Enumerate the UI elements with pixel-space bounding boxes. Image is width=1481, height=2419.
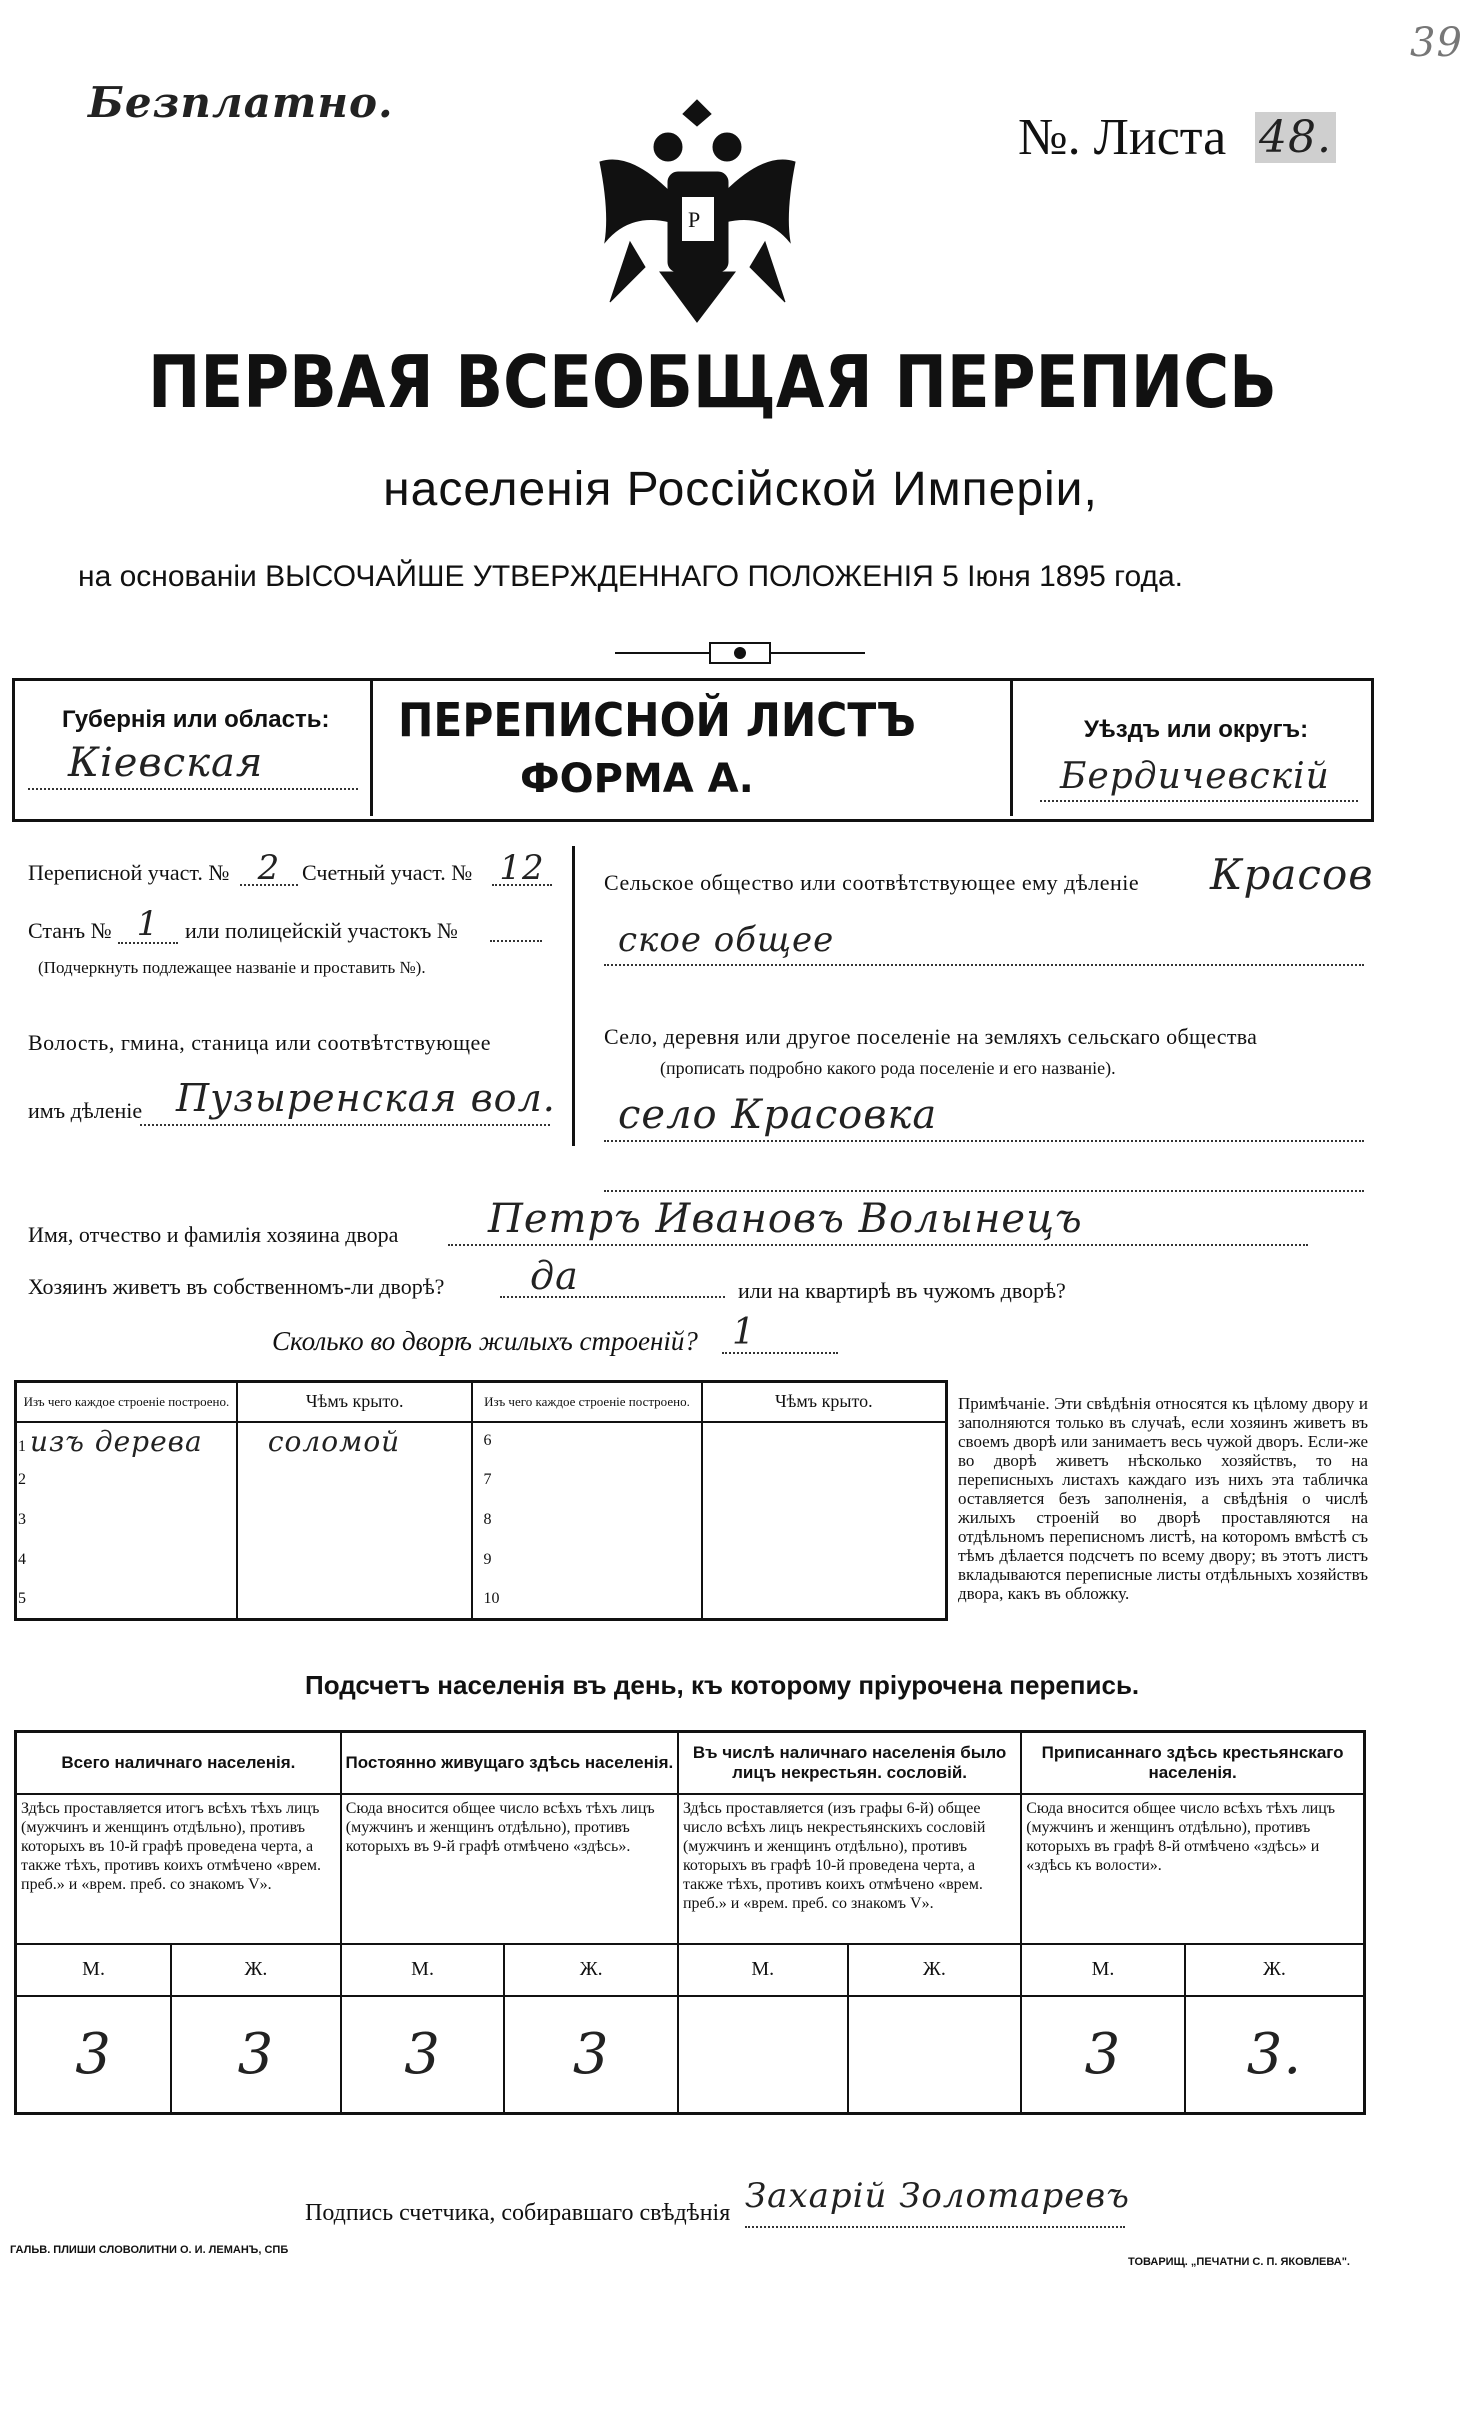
building-row: 1 изъ дерева <box>16 1422 237 1460</box>
building-row-4: 4 <box>16 1540 237 1580</box>
owner-lives-label: Хозяинъ живетъ въ собственномъ-ли дворѣ? <box>28 1274 445 1299</box>
col-roof-left: Чѣмъ крыто. <box>237 1382 473 1422</box>
owner-apartment-label: или на квартирѣ въ чужомъ дворѣ? <box>738 1278 1066 1303</box>
society-label: Сельское общество или соотвѣтствующее ему дѣленіе <box>604 870 1140 895</box>
male-header: М. <box>16 1944 172 1996</box>
male-header: М. <box>341 1944 505 1996</box>
imperial-eagle-emblem <box>590 92 805 332</box>
col-nonpeasant-desc: Здѣсь проставляется (изъ графы 6-й) общее число всѣхъ лицъ некрестьянскихъ сословій (мужчинъ и женщинъ отдѣльно), противъ которыхъ въ графѣ 10-й проведена черта, а также тѣхъ, противъ коихъ отмѣчено «врем. преб.» и «врем. преб. со знакомъ V». <box>678 1794 1021 1944</box>
stan-label: Станъ № <box>28 918 112 943</box>
building-row-7: 7 <box>472 1460 701 1500</box>
header-divider-right <box>1010 678 1013 816</box>
col-material-right: Изъ чего каждое строеніе построено. <box>472 1382 701 1422</box>
village-value: село Красовка <box>604 1092 1364 1142</box>
nonpeasant-female-value <box>848 1996 1022 2114</box>
col-nonpeasant-head: Въ числѣ наличнаго населенія было лицъ некрестьян. сословій. <box>678 1732 1021 1794</box>
building-row-2: 2 <box>16 1460 237 1500</box>
col-total-desc: Здѣсь проставляется итогъ всѣхъ тѣхъ лицъ (мужчинъ и женщинъ отдѣльно), противъ которыхъ въ 10-й графѣ проведена черта, а также тѣхъ, противъ коихъ отмѣчено «врем. преб.» и «врем. преб. со знакомъ V». <box>16 1794 341 1944</box>
col-roof-right: Чѣмъ крыто. <box>702 1382 947 1422</box>
society-value-1: Красов <box>1210 850 1374 899</box>
peasant-female-value: 3. <box>1185 1996 1365 2114</box>
total-male-value: 3 <box>16 1996 172 2114</box>
police-label: или полицейскій участокъ № <box>185 918 458 943</box>
footer-printer-right: ТОВАРИЩ. „ПЕЧАТНИ С. П. ЯКОВЛЕВА". <box>1128 2256 1350 2268</box>
village-label: Село, деревня или другое поселеніе на земляхъ сельскаго общества <box>604 1024 1258 1049</box>
gubernia-label: Губернія или область: <box>62 706 330 733</box>
sheet-number-value: 48. <box>1255 112 1336 163</box>
building-row-9: 9 <box>472 1540 701 1580</box>
note-paragraph: Примѣчаніе. Эти свѣдѣнія относятся къ цѣлому двору и заполняются только въ случаѣ, если хозяинъ живетъ въ своемъ дворѣ или занимаетъ весь чужой дворъ. Если-же во дворѣ живетъ нѣсколько хозяйствъ, то на переписныхъ листахъ каждаго изъ нихъ эта табличка оставляется безъ заполненія, а свѣдѣнія о числѣ жилыхъ строеній во дворѣ проставляются на отдѣльномъ переписномъ листѣ, на которомъ вмѣстѣ съ тѣмъ дѣлается подсчетъ по всему двору; въ этотъ листъ вкладываются переписные листы отдѣльныхъ хозяйствъ двора, какъ въ обложку. <box>958 1394 1368 1603</box>
building-row-6: 6 <box>472 1422 701 1460</box>
building-row-3: 3 <box>16 1500 237 1540</box>
form-sheet-subtitle: ФОРМА А. <box>520 756 754 802</box>
stan-value: 1 <box>118 904 178 944</box>
building-row-8: 8 <box>472 1500 701 1540</box>
count-section-label: Счетный участ. № <box>302 860 473 885</box>
col-total-head: Всего наличнаго населенія. <box>16 1732 341 1794</box>
uezd-value: Бердичевскій <box>1040 756 1358 802</box>
volost-value: Пузыренская вол. <box>140 1076 550 1126</box>
form-main-title: ПЕРВАЯ ВСЕОБЩАЯ ПЕРЕПИСЬ <box>148 340 1277 424</box>
footer-printer-left: ГАЛЬВ. ПЛИШИ СЛОВОЛИТНИ О. И. ЛЕМАНЪ, СПБ <box>10 2244 289 2256</box>
svg-text:Р: Р <box>688 207 701 232</box>
legal-basis-line: на основаніи ВЫСОЧАЙШЕ УТВЕРЖДЕННАГО ПОЛОЖЕНІЯ 5 Іюня 1895 года. <box>78 560 1184 593</box>
male-header: М. <box>1021 1944 1185 1996</box>
sheet-number-label: №. Листа <box>1018 109 1227 166</box>
owner-lives-value: да <box>500 1254 725 1298</box>
signature-value: Захарій Золотаревъ <box>745 2176 1125 2228</box>
header-divider-left <box>370 678 373 816</box>
building-row-10: 10 <box>472 1580 701 1620</box>
gubernia-value: Кіевская <box>28 740 358 790</box>
col-resident-head: Постоянно живущаго здѣсь населенія. <box>341 1732 678 1794</box>
volost-label-2: имъ дѣленіе <box>28 1098 143 1123</box>
free-label: Безплатно. <box>88 78 394 127</box>
village-note: (прописать подробно какого рода поселеніе и его названіе). <box>660 1058 1116 1078</box>
form-sheet-title: ПЕРЕПИСНОЙ ЛИСТЪ <box>398 693 916 747</box>
building-row-5: 5 <box>16 1580 237 1620</box>
col-peasant-desc: Сюда вносится общее число всѣхъ тѣхъ лицъ (мужчинъ и женщинъ отдѣльно), противъ которыхъ въ графѣ 8-й отмѣчено «здѣсь» и «здѣсь къ волости». <box>1021 1794 1364 1944</box>
center-divider <box>572 846 575 1146</box>
census-section-value: 2 <box>240 848 298 886</box>
total-female-value: 3 <box>171 1996 341 2114</box>
population-title: Подсчетъ населенія въ день, къ которому пріурочена перепись. <box>305 1670 1140 1700</box>
society-value-2: ское общее <box>604 920 1364 966</box>
signature-label: Подпись счетчика, собиравшаго свѣдѣнія <box>305 2200 731 2226</box>
nonpeasant-male-value <box>678 1996 848 2114</box>
census-section-label: Переписной участ. № <box>28 860 230 885</box>
col-peasant-head: Приписаннаго здѣсь крестьянскаго населенія. <box>1021 1732 1364 1794</box>
resident-male-value: 3 <box>341 1996 505 2114</box>
buildings-count-value: 1 <box>722 1312 838 1354</box>
count-section-value: 12 <box>492 848 552 886</box>
village-extra-line <box>604 1170 1364 1192</box>
underline-note: (Подчеркнуть подлежащее названіе и проставить №). <box>38 958 426 977</box>
female-header: Ж. <box>848 1944 1022 1996</box>
ornament-divider <box>615 638 865 668</box>
buildings-count-label: Сколько во дворѣ жилыхъ строеній? <box>272 1326 698 1356</box>
owner-name-value: Петръ Ивановъ Волынецъ <box>448 1196 1308 1246</box>
female-header: Ж. <box>171 1944 341 1996</box>
police-value-line <box>490 926 542 942</box>
owner-name-label: Имя, отчество и фамилія хозяина двора <box>28 1222 399 1247</box>
building-material-1: изъ дерева <box>30 1424 203 1458</box>
resident-female-value: 3 <box>504 1996 678 2114</box>
male-header: М. <box>678 1944 848 1996</box>
margin-pencil-number: 39 <box>1410 20 1463 66</box>
col-resident-desc: Сюда вносится общее число всѣхъ тѣхъ лицъ (мужчинъ и женщинъ отдѣльно), противъ которыхъ въ 9-й графѣ отмѣчено «здѣсь». <box>341 1794 678 1944</box>
peasant-male-value: 3 <box>1021 1996 1185 2114</box>
volost-label: Волость, гмина, станица или соотвѣтствующее <box>28 1030 492 1055</box>
population-table <box>14 1730 1366 2115</box>
female-header: Ж. <box>504 1944 678 1996</box>
uezd-label: Уѣздъ или округъ: <box>1084 716 1309 743</box>
col-material-left: Изъ чего каждое строеніе построено. <box>16 1382 237 1422</box>
buildings-table <box>14 1380 948 1621</box>
building-roof-1: соломой <box>237 1422 473 1460</box>
form-subtitle: населенія Россійской Имперіи, <box>383 463 1098 516</box>
female-header: Ж. <box>1185 1944 1365 1996</box>
